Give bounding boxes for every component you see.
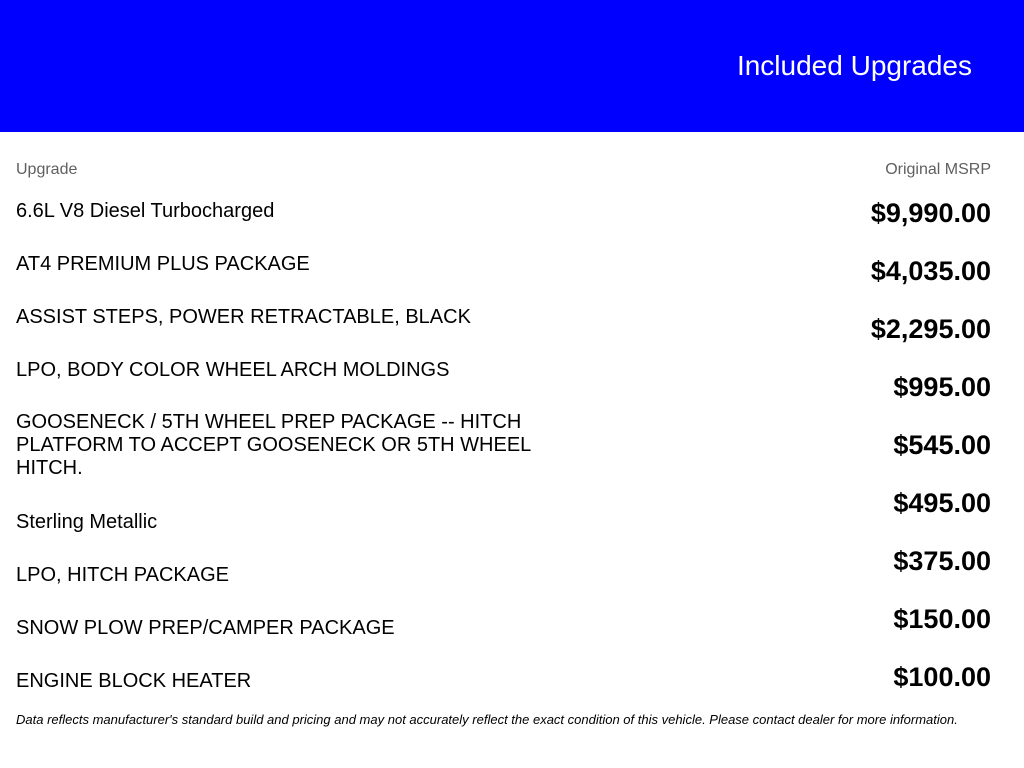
upgrade-price: $100.00	[893, 662, 991, 692]
upgrade-price: $375.00	[893, 546, 991, 576]
column-header-upgrade: Upgrade	[16, 161, 78, 178]
disclaimer-text: Data reflects manufacturer's standard build and pricing and may not accurately reflect the exact condition of this vehicle. Please contact dealer for more information.	[16, 712, 958, 727]
upgrade-name: GOOSENECK / 5TH WHEEL PREP PACKAGE -- HITCH PLATFORM TO ACCEPT GOOSENECK OR 5TH WHEEL HITCH.	[16, 411, 531, 479]
upgrade-name: LPO, BODY COLOR WHEEL ARCH MOLDINGS	[16, 359, 450, 381]
page-title: Included Upgrades	[736, 50, 972, 81]
upgrade-price: $2,295.00	[870, 314, 991, 344]
upgrade-price: $4,035.00	[870, 256, 991, 286]
header-bar	[0, 0, 1024, 132]
upgrade-price: $495.00	[893, 488, 991, 518]
upgrade-name: LPO, HITCH PACKAGE	[16, 564, 230, 586]
upgrade-name: 6.6L V8 Diesel Turbocharged	[16, 200, 275, 222]
upgrade-name: Sterling Metallic	[16, 511, 158, 533]
upgrade-price: $995.00	[893, 372, 991, 402]
upgrade-name: AT4 PREMIUM PLUS PACKAGE	[16, 253, 310, 275]
column-header-original-msrp: Original MSRP	[885, 161, 991, 178]
upgrade-name: SNOW PLOW PREP/CAMPER PACKAGE	[16, 617, 395, 639]
upgrade-price: $9,990.00	[870, 198, 991, 228]
upgrade-name: ASSIST STEPS, POWER RETRACTABLE, BLACK	[16, 306, 471, 328]
upgrade-price: $545.00	[893, 430, 991, 460]
upgrade-name: ENGINE BLOCK HEATER	[16, 670, 252, 692]
upgrade-price: $150.00	[893, 604, 991, 634]
